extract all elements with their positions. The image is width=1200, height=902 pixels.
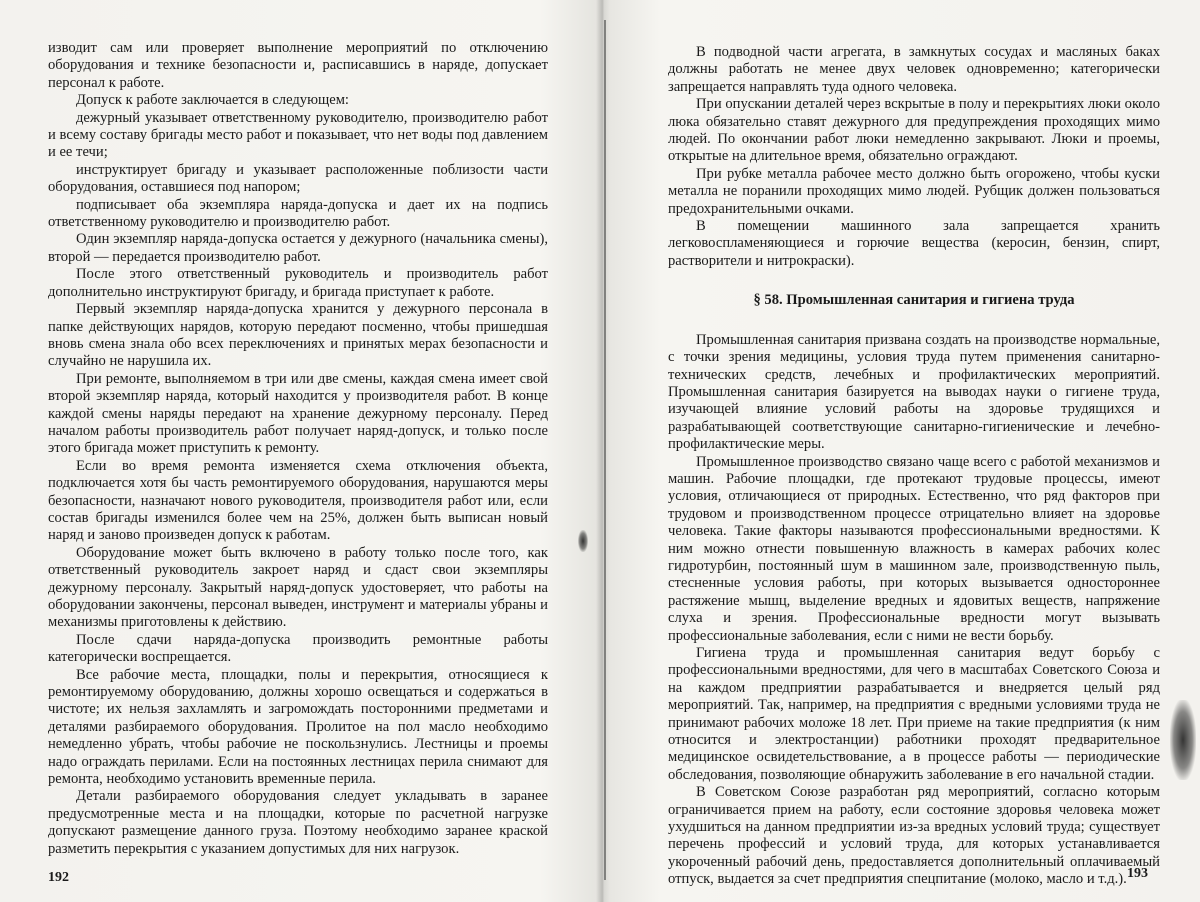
page-number: 193 [1127, 866, 1148, 881]
paragraph: подписывает оба экземпляра наряда-допуска и дает их на подпись ответственному руководителю и производителю работ. [48, 196, 548, 231]
left-page [48, 40, 548, 858]
page-number: 192 [48, 870, 69, 885]
paragraph: В помещении машинного зала запрещается хранить легковоспламеняющиеся и горючие вещества (керосин, бензин, спирт, растворители и нитрокраски). [668, 218, 1160, 269]
paragraph: Промышленная санитария призвана создать на производстве нормальные, с точки зрения медицины, условия труда путем применения санитарно-технических средств, лечебных и профилактических мероприятий. Промышленная санитария базируется на выводах науки о гигиене труда, изучающей влияние условий работы на здоровье трудящихся и разрабатывающей соответствующие санитарно-гигиенические и лечебно-профилактические меры. [668, 331, 1160, 453]
book-gutter [596, 0, 610, 902]
paragraph: В подводной части агрегата, в замкнутых сосудах и масляных баках должны работать не менее двух человек одновременно; категорически запрещается направлять туда одного человека. [668, 44, 1160, 95]
paragraph: Все рабочие места, площадки, полы и перекрытия, относящиеся к ремонтируемому оборудованию, должны хорошо освещаться и содержаться в чистоте; их нельзя захламлять и загромождать посторонними предметами и деталями разбираемого оборудования. Пролитое на пол масло необходимо немедленно убрать, чтобы рабочие не поскользнулись. Лестницы и проемы надо ограждать перилами. Если на постоянных лестницах перила снимают для ремонта, необходимо установить временные перила. [48, 666, 548, 788]
scan-smudge [1170, 700, 1196, 780]
paragraph: дежурный указывает ответственному руководителю, производителю работ и всему составу бригады место работ и показывает, что нет воды под давлением и ее течи; [48, 109, 548, 161]
section-heading: § 58. Промышленная санитария и гигиена труда [753, 292, 1075, 309]
paragraph: В Советском Союзе разработан ряд мероприятий, согласно которым ограничивается прием на работу, если состояние здоровья человека может ухудшиться на данном предприятии из-за вредных условий труда; существует перечень профессий и условий труда, для которых устанавливается укороченный рабочий день, предоставляется дополнительный оплачиваемый отпуск, выдается за счет предприятия спецпитание (молоко, масло и т.д.). [668, 784, 1160, 888]
paragraph: Один экземпляр наряда-допуска остается у дежурного (начальника смены), второй — передается производителю работ. [48, 231, 548, 265]
gutter-line [604, 20, 606, 880]
paragraph: При опускании деталей через вскрытые в полу и перекрытиях люки около люка обязательно ставят дежурного для предупреждения проходящих мимо людей. По окончании работ люки немедленно закрывают. Люки и проемы, открытые на длительное время, обязательно ограждают. [668, 96, 1160, 165]
paragraph: инструктирует бригаду и указывает расположенные поблизости части оборудования, оставшиеся под напором; [48, 161, 548, 196]
paragraph: Гигиена труда и промышленная санитария ведут борьбу с профессиональными вредностями, для чего в масштабах Советского Союза и на каждом предприятии разрабатывается и внедряется целый ряд мероприятий. Так, например, на предприятия с вредными условиями труда не принимают рабочих моложе 18 лет. При приеме на такие предприятия (к ним относится и электростанции) работники проходят предварительное медицинское освидетельствование, а в процессе работы — периодические обследования, позволяющие обнаружить заболевание в его начальной стадии. [668, 645, 1160, 783]
paragraph: Первый экземпляр наряда-допуска хранится у дежурного персонала в папке действующих нарядов, которую передают посменно, чтобы пришедшая вновь смена знала обо всех переключениях и принятых мерах безопасности и случайно не нарушила их. [48, 301, 548, 370]
scan-smudge [578, 530, 588, 552]
paragraph: Оборудование может быть включено в работу только после того, как ответственный руководитель закроет наряд и сдаст свои экземпляры дежурному персоналу. Закрытый наряд-допуск удостоверяет, что работы на оборудовании закончены, персонал выведен, инструмент и материалы убраны и механизмы приготовлены к действию. [48, 544, 548, 631]
paragraph: Промышленное производство связано чаще всего с работой механизмов и машин. Рабочие площадки, где протекают трудовые процессы, имеют условия, отличающиеся от природных. Естественно, что ряд факторов при трудовом и производственном процессе отрицательно влияет на здоровье человека. Такие факторы называются профессиональными вредностями. К ним можно отнести повышенную влажность в камерах рабочих колес гидротурбин, постоянный шум в машинном зале, производственную пыль, стесненные условия работы, при которых вызывается одностороннее растяжение мышц, выделение вредных и ядовитых веществ, напряжение слуха и зрения. Профессиональные вредности могут вызывать профессиональные заболевания, если с ними не вести борьбу. [668, 453, 1160, 644]
paragraph: Допуск к работе заключается в следующем: [76, 92, 349, 109]
paragraph: При ремонте, выполняемом в три или две смены, каждая смена имеет свой второй экземпляр наряда, который находится у производителя работ. В конце каждой смены наряды передают на хранение дежурному персоналу. Перед началом работы производитель работ получает наряд-допуск, и только после этого бригада может приступить к ремонту. [48, 370, 548, 457]
paragraph: После сдачи наряда-допуска производить ремонтные работы категорически воспрещается. [48, 631, 548, 666]
paragraph: При рубке металла рабочее место должно быть огорожено, чтобы куски металла не поранили проходящих мимо людей. Рубщик должен пользоваться предохранительными очками. [668, 165, 1160, 217]
right-page [668, 44, 1160, 889]
paragraph: После этого ответственный руководитель и производитель работ дополнительно инструктируют бригаду, и бригада приступает к работе. [48, 266, 548, 300]
paragraph: Если во время ремонта изменяется схема отключения объекта, подключается хотя бы часть ремонтируемого оборудования, нарушаются меры безопасности, назначают нового руководителя, производителя работ или, если состав бригады изменился более чем на 25%, должен быть выписан новый наряд и заново произведен допуск к работам. [48, 457, 548, 544]
paragraph: Детали разбираемого оборудования следует укладывать в заранее предусмотренные места и на площадки, которые по расчетной нагрузке допускают размещение данного груза. Поэтому необходимо заранее краской разметить перекрытия с указанием допустимых для них нагрузок. [48, 788, 548, 857]
paragraph: изводит сам или проверяет выполнение мероприятий по отключению оборудования и технике безопасности и, расписавшись в наряде, допускает персонал к работе. [48, 40, 548, 91]
